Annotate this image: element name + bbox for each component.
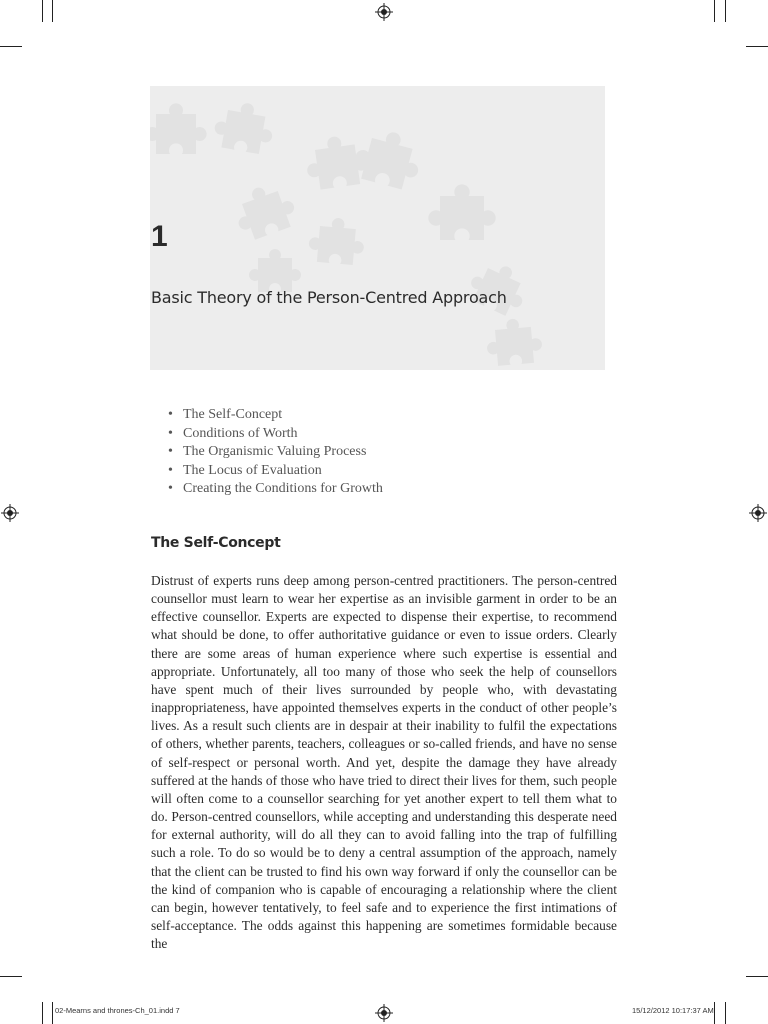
crop-mark — [725, 0, 726, 22]
crop-mark — [0, 976, 22, 977]
puzzle-pieces-icon — [150, 86, 605, 370]
chapter-number: 1 — [151, 220, 168, 253]
crop-mark — [52, 0, 53, 22]
crop-mark — [714, 0, 715, 22]
outline-item: • The Organismic Valuing Process — [168, 443, 383, 462]
chapter-title: Basic Theory of the Person-Centred Approach — [151, 288, 507, 307]
crop-mark — [42, 0, 43, 22]
footer-timestamp: 15/12/2012 10:17:37 AM — [632, 1006, 714, 1015]
crop-mark — [42, 1002, 43, 1024]
registration-mark-icon — [749, 504, 767, 522]
crop-mark — [746, 46, 768, 47]
chapter-banner — [150, 86, 605, 370]
registration-mark-icon — [375, 3, 393, 21]
chapter-outline — [168, 406, 383, 499]
footer-file-slug: 02-Mearns and thrones-Ch_01.indd 7 — [55, 1006, 180, 1015]
crop-mark — [0, 46, 22, 47]
crop-mark — [714, 1002, 715, 1024]
outline-item: • The Locus of Evaluation — [168, 462, 383, 481]
outline-item: • Conditions of Worth — [168, 425, 383, 444]
crop-mark — [52, 1002, 53, 1024]
body-paragraph: Distrust of experts runs deep among person-centred practitioners. The person-centred counsellor must learn to wear her expertise as an invisible garment in order to be an effective counsellor. Experts are expected to dispense their expertise, to recommend what should be done, to offer authoritative guidance or even to issue orders. Clearly there are some areas of human experience where such expertise is essential and appropriate. Unfortunately, all too many of those who seek the help of counsellors have spent much of their lives surrounded by people who, with devastating inappropriateness, have appointed themselves experts in the conduct of other people’s lives. As a result such clients are in despair at their inability to fulfil the expectations of others, whether parents, teachers, colleagues or so-called friends, and have no sense of self-respect or personal worth. And yet, despite the damage they have already suffered at the hands of those who have tried to direct their lives for them, such people will often come to a counsellor searching for yet another expert to tell them what to do. Person-centred counsellors, while accepting and understanding this desperate need for external authority, will do all they can to avoid falling into the trap of fulfilling such a role. To do so would be to deny a central assumption of the approach, namely that the client can be trusted to find his own way forward if only the counsellor can be the kind of companion who is capable of encouraging a relationship where the client can begin, however tentatively, to feel safe and to experience the first intimations of self-acceptance. The odds against this happening are sometimes formidable because the — [151, 573, 617, 952]
registration-mark-icon — [1, 504, 19, 522]
section-heading: The Self-Concept — [151, 535, 281, 551]
outline-item: • The Self-Concept — [168, 406, 383, 425]
crop-mark — [746, 976, 768, 977]
outline-item: • Creating the Conditions for Growth — [168, 480, 383, 499]
crop-mark — [725, 1002, 726, 1024]
registration-mark-icon — [375, 1004, 393, 1022]
